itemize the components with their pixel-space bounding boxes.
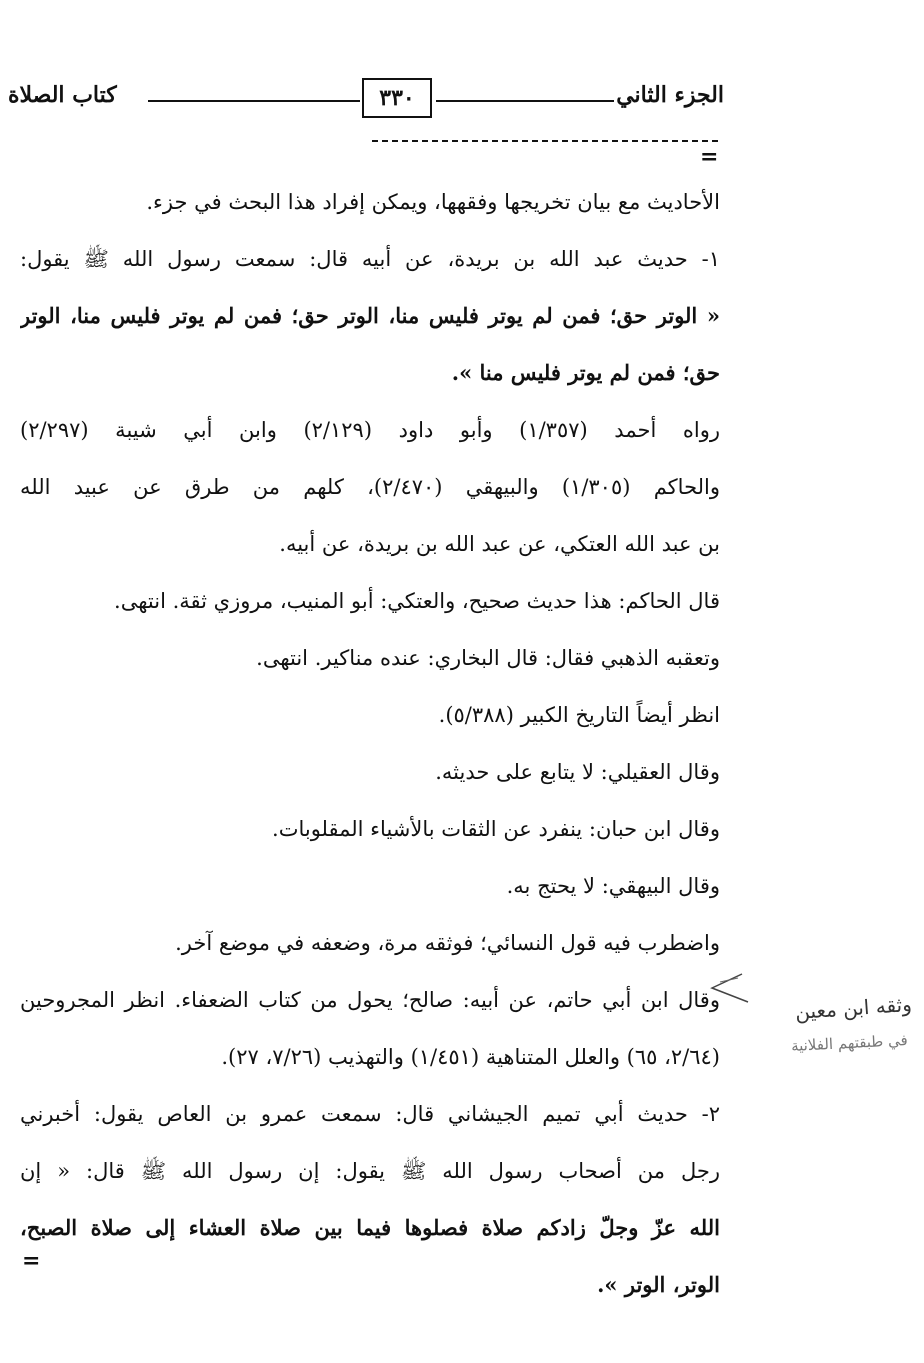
hadith-2-matn-end: الوتر، الوتر ». — [597, 1272, 720, 1297]
margin-note-line-1: وثقه ابن معين — [794, 991, 913, 1025]
takhrij-line-1: رواه أحمد (١/٣٥٧) وأبو داود (٢/١٢٩) وابن أبي شيبة (٢/٢٩٧) — [20, 418, 720, 442]
continuation-mark-bottom: = — [22, 1248, 41, 1274]
continuation-mark-top: = — [700, 144, 719, 170]
page-number: ٣٣٠ — [379, 85, 415, 111]
hadith-1-matn-end: حق؛ فمن لم يوتر فليس منا ». — [451, 360, 720, 385]
hadith-2-intro: ٢- حديث أبي تميم الجيشاني قال: سمعت عمرو بن العاص يقول: أخبرني — [20, 1102, 720, 1126]
hadith-1-intro: ١- حديث عبد الله بن بريدة، عن أبيه قال: سمعت رسول الله ﷺ يقول: — [20, 247, 720, 271]
header-rule-right — [436, 100, 614, 102]
hadith-1-matn: « الوتر حق؛ فمن لم يوتر فليس منا، الوتر حق؛ فمن لم يوتر فليس منا، الوتر — [20, 303, 720, 328]
hadith-2-matn: الله عزّ وجلّ زادكم صلاة فصلوها فيما بين صلاة العشاء إلى صلاة الصبح، — [20, 1215, 720, 1240]
running-header — [8, 78, 724, 126]
handwritten-margin-note — [708, 968, 918, 1078]
text-line-1: الأحاديث مع بيان تخريجها وفقهها، ويمكن إفراد هذا البحث في جزء. — [146, 190, 720, 214]
ibn-hibban-verdict: وقال ابن حبان: ينفرد عن الثقات بالأشياء المقلوبات. — [272, 817, 720, 841]
takhrij-line-3: بن عبد الله العتكي، عن عبد الله بن بريدة، عن أبيه. — [279, 532, 720, 556]
ibn-abi-hatim-verdict: وقال ابن أبي حاتم، عن أبيه: صالح؛ يحول من كتاب الضعفاء. انظر المجروحين — [20, 988, 720, 1012]
margin-note-line-2: في طبقتهم الفلانية — [790, 1030, 909, 1056]
page-number-box — [362, 78, 432, 118]
bayhaqi-verdict: وقال البيهقي: لا يحتج به. — [506, 874, 720, 898]
handwritten-bracket-icon — [708, 968, 918, 1078]
book-title: كتاب الصلاة — [8, 82, 117, 108]
hakim-verdict: قال الحاكم: هذا حديث صحيح، والعتكي: أبو المنيب، مروزي ثقة. انتهى. — [114, 589, 720, 613]
volume-label: الجزء الثاني — [616, 82, 724, 108]
nasai-verdict: واضطرب فيه قول النسائي؛ فوثقه مرة، وضعفه في موضع آخر. — [175, 931, 720, 955]
tarikh-reference: انظر أيضاً التاريخ الكبير (٥/٣٨٨). — [438, 703, 720, 727]
footnote-text — [20, 182, 720, 1322]
takhrij-line-2: والحاكم (١/٣٠٥) والبيهقي (٢/٤٧٠)، كلهم من طرق عن عبيد الله — [20, 475, 720, 499]
footnote-continuation-rule — [372, 140, 718, 142]
hadith-2-line-2: رجل من أصحاب رسول الله ﷺ يقول: إن رسول الله ﷺ قال: « إن — [20, 1159, 720, 1183]
dhahabi-verdict: وتعقبه الذهبي فقال: قال البخاري: عنده مناكير. انتهى. — [256, 646, 720, 670]
uqayli-verdict: وقال العقيلي: لا يتابع على حديثه. — [435, 760, 720, 784]
header-rule-left — [148, 100, 360, 102]
references-line: (٢/٦٤، ٦٥) والعلل المتناهية (١/٤٥١) والتهذيب (٧/٢٦، ٢٧). — [221, 1045, 720, 1069]
